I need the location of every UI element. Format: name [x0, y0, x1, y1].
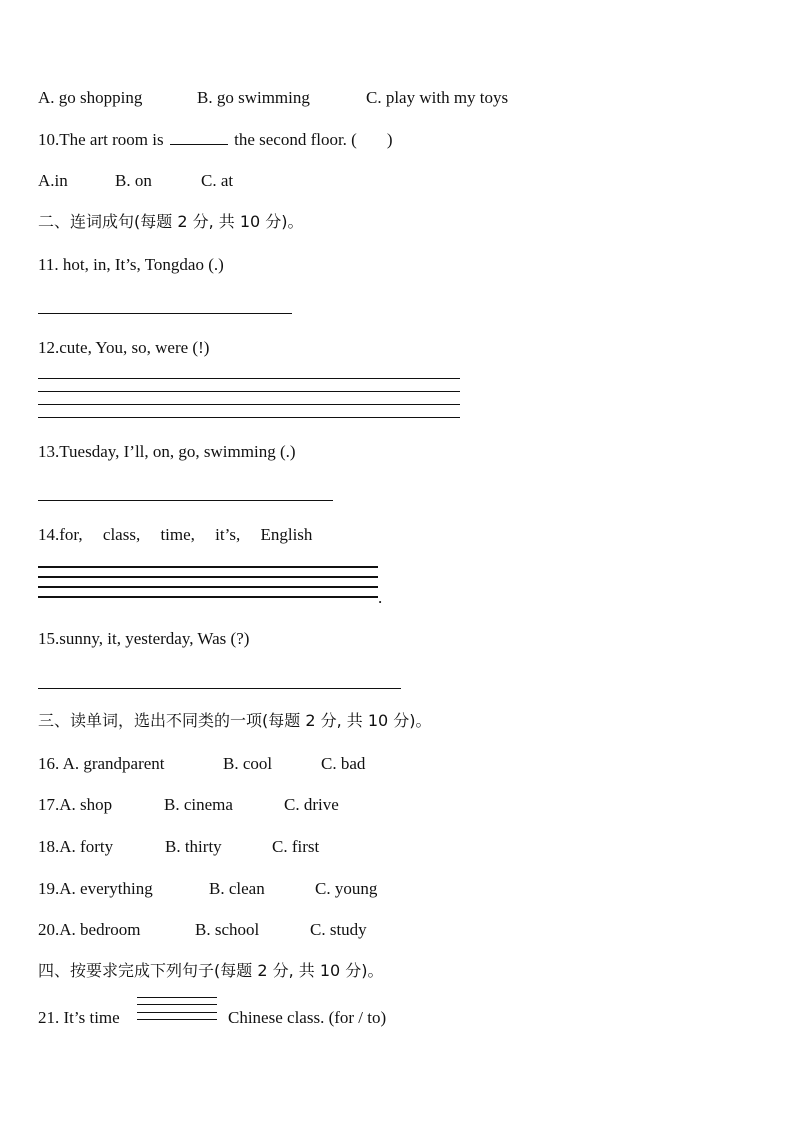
- q9-option-c: C. play with my toys: [366, 88, 509, 107]
- question-13: [38, 442, 296, 462]
- question-14: [38, 525, 312, 545]
- question-text: hot, in, It’s, Tongdao (.): [62, 255, 224, 274]
- question-text-after: the second floor. (: [234, 130, 357, 149]
- question-number: 19.: [38, 879, 60, 898]
- answer-lines-12[interactable]: [38, 378, 460, 418]
- q18-option-c: C. first: [272, 837, 320, 856]
- answer-lines-21[interactable]: [137, 997, 217, 1021]
- question-16: [38, 754, 165, 774]
- question-text: sunny, it, yesterday, Was (?): [59, 629, 250, 648]
- question-19: [38, 879, 153, 899]
- q10-option-a: A.in: [38, 171, 68, 190]
- q16-option-b: B. cool: [223, 754, 273, 773]
- q14-period: .: [378, 588, 383, 607]
- q19-option-b: B. clean: [209, 879, 265, 898]
- question-18: [38, 837, 113, 857]
- question-number: 18.: [38, 837, 60, 856]
- section-4-heading: 四、按要求完成下列句子(每题 2 分, 共 10 分)。: [38, 961, 384, 980]
- q10-option-c: C. at: [201, 171, 234, 190]
- question-number: 13.: [38, 442, 60, 461]
- question-number: 14.: [38, 525, 60, 544]
- question-text-before: The art room is: [59, 130, 164, 149]
- question-10: [38, 129, 393, 150]
- question-21: [38, 1008, 120, 1028]
- question-20: [38, 920, 140, 940]
- q17-option-c: C. drive: [284, 795, 339, 814]
- word: class,: [102, 525, 141, 544]
- word: time,: [160, 525, 195, 544]
- answer-blank[interactable]: [170, 129, 228, 145]
- q9-option-a: A. go shopping: [38, 88, 143, 107]
- question-text: Tuesday, I’ll, on, go, swimming (.): [59, 442, 296, 461]
- option-a: A. forty: [59, 837, 114, 856]
- question-number: 10.: [38, 130, 60, 149]
- question-17: [38, 795, 112, 815]
- question-number: 20.: [38, 920, 60, 939]
- question-21-text-after: Chinese class. (for / to): [228, 1008, 387, 1027]
- section-3-heading: 三、读单词，选出不同类的一项(每题 2 分, 共 10 分)。: [38, 711, 432, 730]
- q18-option-b: B. thirty: [165, 837, 222, 856]
- q17-option-b: B. cinema: [164, 795, 233, 814]
- q19-option-c: C. young: [315, 879, 378, 898]
- option-a: A. bedroom: [59, 920, 141, 939]
- section-2-heading: 二、连词成句(每题 2 分, 共 10 分)。: [38, 212, 304, 231]
- q20-option-b: B. school: [195, 920, 260, 939]
- word: English: [260, 525, 313, 544]
- answer-line-11[interactable]: [38, 313, 292, 314]
- question-number: 12.: [38, 338, 60, 357]
- question-number: 17.: [38, 795, 60, 814]
- answer-line-13[interactable]: [38, 500, 333, 501]
- option-a: A. grandparent: [62, 754, 165, 773]
- question-number: 21.: [38, 1008, 60, 1027]
- word: for,: [59, 525, 83, 544]
- option-a: A. everything: [59, 879, 153, 898]
- word: it’s,: [215, 525, 241, 544]
- q20-option-c: C. study: [310, 920, 367, 939]
- option-a: A. shop: [59, 795, 113, 814]
- q16-option-c: C. bad: [321, 754, 366, 773]
- answer-lines-14[interactable]: [38, 566, 378, 598]
- question-number: 16.: [38, 754, 60, 773]
- question-15: [38, 629, 249, 649]
- answer-line-15[interactable]: [38, 688, 401, 689]
- question-text-before: It’s time: [63, 1008, 120, 1027]
- question-11: [38, 255, 224, 275]
- question-text: cute, You, so, were (!): [59, 338, 210, 357]
- question-number: 11.: [38, 255, 59, 274]
- question-12: [38, 338, 209, 358]
- paren-close: ): [386, 130, 393, 149]
- q9-option-b: B. go swimming: [197, 88, 310, 107]
- q10-option-b: B. on: [115, 171, 152, 190]
- question-number: 15.: [38, 629, 60, 648]
